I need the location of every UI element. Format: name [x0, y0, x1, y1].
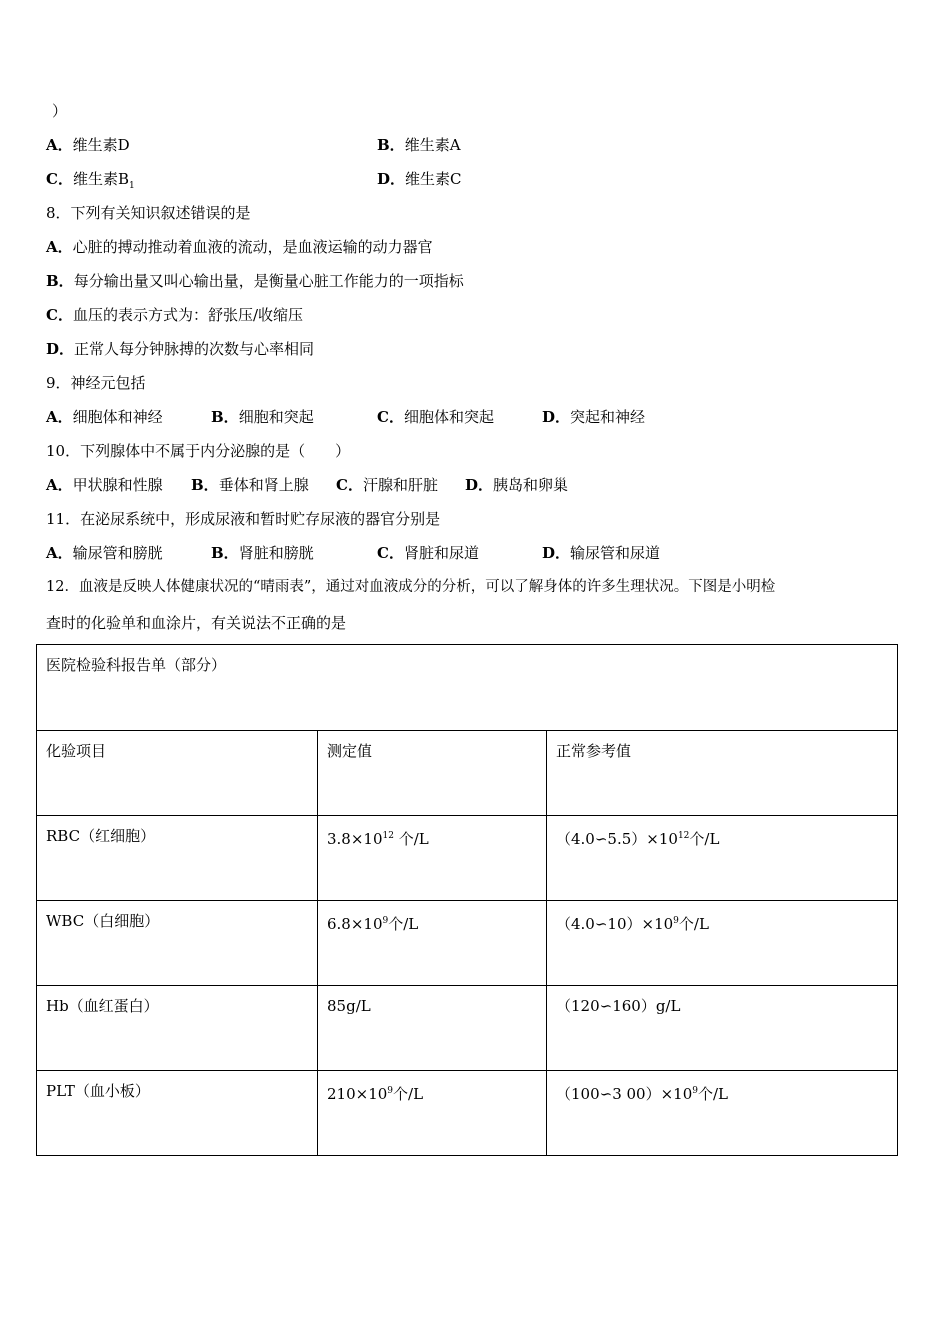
q10-option-c	[336, 475, 438, 495]
q9-option-a	[46, 407, 163, 427]
option-text: 血压的表示方式为：舒张压/收缩压	[72, 306, 304, 324]
value-unit: 个/L	[388, 915, 419, 933]
table-row	[37, 816, 898, 901]
option-text: 细胞体和突起	[403, 408, 494, 426]
reference-exponent: 12	[677, 831, 690, 841]
q8-option-d	[46, 339, 314, 359]
q7-option-a	[46, 135, 130, 155]
cell-item: WBC（白细胞）	[37, 901, 318, 986]
q11-option-b	[211, 543, 314, 563]
option-letter: D．	[542, 544, 571, 562]
option-letter: B．	[211, 544, 239, 562]
reference-exponent: 9	[692, 1086, 698, 1096]
q10-option-d	[465, 475, 568, 495]
option-letter: B．	[211, 408, 239, 426]
q9-stem: 9．神经元包括	[46, 374, 146, 392]
cell-value	[318, 816, 547, 901]
cell-item: Hb（血红蛋白）	[37, 986, 318, 1071]
option-text: 甲状腺和性腺	[72, 476, 163, 494]
option-letter: D．	[377, 170, 406, 188]
reference-base: （120∽160）g/L	[556, 997, 681, 1015]
value-exponent: 12	[382, 831, 394, 841]
reference-base: （100∽3 00）×10	[556, 1085, 693, 1103]
value-base: 6.8×10	[327, 915, 383, 933]
option-letter: A．	[46, 238, 73, 256]
option-text: 肾脏和膀胱	[238, 544, 314, 562]
q9-option-c	[377, 407, 494, 427]
cell-reference	[547, 816, 898, 901]
option-letter: B．	[46, 272, 74, 290]
cell-item: PLT（血小板）	[37, 1071, 318, 1156]
option-letter: D．	[542, 408, 571, 426]
table-row	[37, 986, 898, 1071]
q8-option-a	[46, 237, 433, 257]
table-title-row	[37, 645, 898, 731]
q11-option-d	[542, 543, 660, 563]
column-header-item: 化验项目	[37, 731, 318, 816]
option-text: 突起和神经	[570, 408, 646, 426]
option-text: 维生素C	[405, 170, 462, 188]
option-letter: D．	[465, 476, 494, 494]
option-letter: C．	[336, 476, 363, 494]
value-base: 85g/L	[327, 997, 371, 1015]
value-unit: 个/L	[393, 1085, 424, 1103]
option-text: 心脏的搏动推动着血液的流动，是血液运输的动力器官	[72, 238, 433, 256]
q10-option-b	[191, 475, 309, 495]
q7-option-c	[46, 169, 135, 196]
option-letter: C．	[377, 408, 404, 426]
option-letter: C．	[46, 306, 73, 324]
reference-unit: 个/L	[698, 1085, 729, 1103]
option-text: 细胞体和神经	[72, 408, 163, 426]
option-text: 肾脏和尿道	[403, 544, 479, 562]
q11-option-a	[46, 543, 163, 563]
reference-base: （4.0∽10）×10	[556, 915, 674, 933]
reference-base: （4.0∽5.5）×10	[556, 830, 678, 848]
option-text: 胰岛和卵巢	[493, 476, 569, 494]
table-row	[37, 1071, 898, 1156]
option-text: 维生素A	[404, 136, 461, 154]
q7-option-b	[377, 135, 461, 155]
q11-option-c	[377, 543, 479, 563]
option-letter: A．	[46, 136, 73, 154]
option-letter: C．	[377, 544, 404, 562]
table-header-row	[37, 731, 898, 816]
reference-unit: 个/L	[689, 830, 720, 848]
report-title: 医院检验科报告单（部分）	[37, 645, 898, 731]
value-base: 3.8×10	[327, 830, 383, 848]
q10-option-a	[46, 475, 163, 495]
q12-stem-line2: 查时的化验单和血涂片，有关说法不正确的是	[46, 614, 347, 632]
option-text: 输尿管和膀胱	[72, 544, 163, 562]
option-text: 维生素D	[72, 136, 130, 154]
option-subscript: 1	[128, 181, 135, 191]
q12-stem-line1: 12．血液是反映人体健康状况的“晴雨表”，通过对血液成分的分析，可以了解身体的许多生理状况。下图是小明检	[46, 579, 776, 595]
cell-value	[318, 901, 547, 986]
value-exponent: 9	[387, 1086, 394, 1096]
q9-option-b	[211, 407, 314, 427]
reference-unit: 个/L	[678, 915, 709, 933]
option-text: 细胞和突起	[238, 408, 314, 426]
option-text: 每分输出量又叫心输出量，是衡量心脏工作能力的一项指标	[73, 272, 464, 290]
column-header-reference: 正常参考值	[547, 731, 898, 816]
q7-option-d	[377, 169, 462, 189]
column-header-value: 测定值	[318, 731, 547, 816]
option-text: 垂体和肾上腺	[218, 476, 309, 494]
cell-value	[318, 1071, 547, 1156]
table-row	[37, 901, 898, 986]
option-letter: B．	[191, 476, 219, 494]
q11-stem: 11．在泌尿系统中，形成尿液和暂时贮存尿液的器官分别是	[46, 510, 441, 528]
option-text: 正常人每分钟脉搏的次数与心率相同	[74, 340, 315, 358]
q8-option-b	[46, 271, 464, 291]
value-base: 210×10	[327, 1085, 388, 1103]
option-letter: A．	[46, 476, 73, 494]
option-letter: B．	[377, 136, 405, 154]
cell-reference	[547, 1071, 898, 1156]
option-letter: C．	[46, 170, 73, 188]
q8-stem: 8．下列有关知识叙述错误的是	[46, 204, 251, 222]
q8-option-c	[46, 305, 303, 325]
option-text: 维生素B	[72, 170, 129, 188]
lab-report-table	[36, 644, 898, 1156]
reference-exponent: 9	[673, 916, 679, 926]
q7-stem-tail: ）	[52, 102, 68, 120]
value-exponent: 9	[382, 916, 389, 926]
option-letter: A．	[46, 408, 73, 426]
cell-reference	[547, 986, 898, 1071]
value-unit: 个/L	[393, 830, 429, 848]
option-letter: D．	[46, 340, 75, 358]
option-text: 汗腺和肝脏	[362, 476, 438, 494]
cell-item: RBC（红细胞）	[37, 816, 318, 901]
q9-option-d	[542, 407, 645, 427]
cell-reference	[547, 901, 898, 986]
q10-stem: 10．下列腺体中不属于内分泌腺的是（ ）	[46, 442, 351, 460]
cell-value	[318, 986, 547, 1071]
option-letter: A．	[46, 544, 73, 562]
option-text: 输尿管和尿道	[570, 544, 661, 562]
